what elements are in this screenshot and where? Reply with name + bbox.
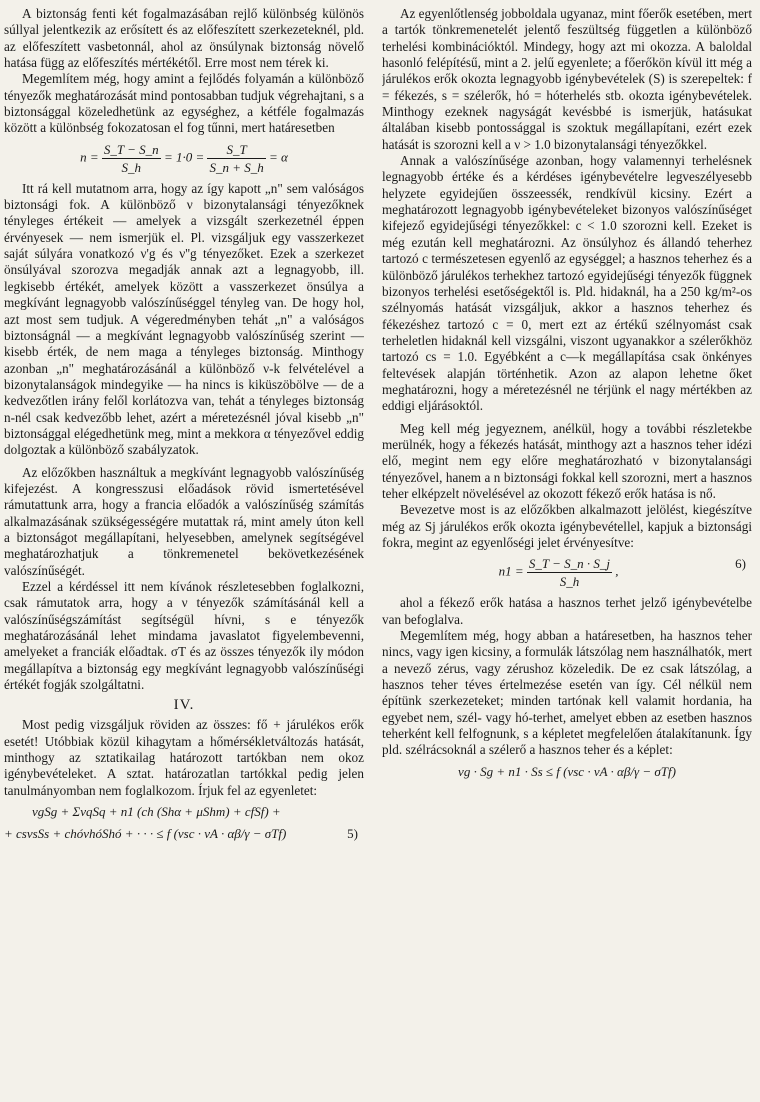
equation-7: νg · Sg + n1 · Ss ≤ f (νsc · νA · αβ/γ − σTf) — [458, 763, 676, 779]
paragraph: Megemlítem még, hogy abban a határesetben, ha hasznos teher nincs, vagy igen kicsiny, a formulák látszólag nem használhatók, mert a nevező zérus, vagy zérushoz közeledik. De ez csak látszólag, a hasznos teher téves értelmezése esetén van így. Cél nélkül nem építünk szerkezeteket; minden tartónak kell valamit hordania, ha egyebet nem, szél- vagy hó-terhet, amelyet ebben az esetben hasznos teherként kell felfognunk, s a képletet megfelelően átalakítanunk. Így pld. szélrácsoknál a szélerő a hasznos teher és a képlet: — [382, 628, 752, 758]
paragraph: Az egyenlőtlenség jobboldala ugyanaz, mint főerők esetében, mert a tartók tönkremenetelét jelentő feszültség független a különböző terhelési kombinációktól. Mindegy, hogy azt mi okozza. A baloldal hasonló felépítésű, mint a 2. jelű egyenlete; a főerőkön kívül itt még a járulékos erők okozta legnagyobb igénybevételek (S) is szerepeltek: f = fékezés, s = szélerők, hó = hóterhelés stb. okozta igénybevételek. Minthogy ezeknek nagyságát kevésbbé is ismerjük, hatásukat általában kisebb pontossággal is szoktuk megállapítani, ezért ezek hatását is szorozni kell a ν > 1.0 bizonytalansági tényezőkkel. — [382, 6, 752, 152]
fraction: $\frac{S\_T - S\_n}{S\_h}$ — [103, 141, 159, 175]
paragraph: Most pedig vizsgáljuk röviden az összes: fő + járulékos erők esetét! Utóbbiak közül kihagytam a hőmérsékletváltozás hatását, minthogy az sztatikailag határozott tartókban nem okoz igénybevételeket. A sztat. határozatlan tartókkal pedig jelen tanulmányomban nem foglalkozom. Írjuk fel az egyenletet: — [4, 717, 364, 798]
left-column — [4, 6, 364, 1098]
paragraph: Meg kell még jegyeznem, anélkül, hogy a további részletekbe merülnék, hogy a fékezés hatását, minthogy azt a hasznos teher idézi elő, megint nem egy előre meghatározható ν bizonytalansági tényezővel, hanem a n biztonsági fokkal kell szorozni, mert a hasznos teher elképzelt növelésével az okozott fékező erők hatása is nő. — [382, 420, 752, 501]
equation-number: 6) — [735, 556, 746, 572]
equation-5-line1: νgSg + ΣνqSq + n1 (ch (Shα + μShm) + cfSf) + — [32, 804, 281, 820]
equation-n-limit: n = $\frac{S\_T - S\_n}{S\_h}$ = 1·0 = $\frac{S\_T}{S\_n + S\_h}$ = α — [80, 141, 288, 175]
section-heading: IV. — [173, 697, 195, 714]
paragraph: Bevezetve most is az előzőkben alkalmazott jelölést, kiegészítve még az Sj járulékos erők okozta igénybevétellel, kapjuk a biztonsági fokra, megint az egyenlőségi jelet érvényesítve: — [382, 502, 752, 550]
equation-6: n1 = $\frac{S\_T - S\_n \cdot S\_j}{S\_h}$ , 6) — [382, 555, 752, 590]
right-column — [382, 6, 752, 1098]
paragraph: Az előzőkben használtuk a megkívánt legnagyobb valószínűség kifejezést. A kongresszusi előadások rövid ismertetésével rámutattunk arra, hogy a francia előadók a valószínűség számítás alkalmazásának szükségességére mutattak rá, mint amely úton kell a biztonságot megállapítani, helyesebben, amelynek segítségével meghatározhatjuk a tönkremenetel bekövetkezésének valószínűségét. — [4, 464, 364, 578]
equation-number: 5) — [347, 826, 358, 842]
equation-5-line2: + csνsSs + chóνhóShó + · · · ≤ f (νsc · νA · αβ/γ − σTf) 5) — [4, 825, 364, 842]
paragraph: A biztonság fenti két fogalmazásában rejlő különbség különös súllyal jelentkezik az erősített és az előfeszített szerkezeteknél, pld. az előfeszített vasbetonnál, ahol az önsúlynak biztonság növelő hatása függ az előfeszítés mértékétől. Erre most nem térek ki. — [4, 6, 364, 71]
fraction: $\frac{S\_T - S\_n \cdot S\_j}{S\_h}$ — [528, 556, 611, 590]
paragraph: Annak a valószínűsége azonban, hogy valamennyi terhelésnek legnagyobb értéke és a kérdéses igénybevételre legveszélyesebb helyzete egyidejűen összeessék, rendkívül kicsiny. Ezért a meghatározott legnagyobb igénybevételeket bizonyos valószínűséget kifejező egyidejűségi tényezőkkel: c < 1.0 szorozni kell. Ezeket is még ezután kell meghatározni. Az önsúlyhoz és állandó teherhez tartozó c természetesen egyenlő az egységgel; a hasznos teherhez és a különböző járulékos terhekhez tartozó egyidejűségi tényezők függnek bizonyos terhelési esetőségektől is. Pld. hidaknál, ha a 250 kg/m²-os szélnyomás hatását vizsgáljuk, akkor a hasznos teherhez és fékezéshez tartozó c = 0, mert ezt az értékű szélnyomást csak terheletlen hidaknál kell vizsgálni, viszont ugyanakkor a szélerőkhöz tartozó cs = 1.0. Egyébként a c—k megállapítása csak önkényes feltevések alapján történhetik. Azon az alapon lehetne őket meghatározni, hogy a méretezésnél ne térjünk el nagy mértékben az eddigi eljárásoktól. — [382, 153, 752, 414]
fraction: $\frac{S\_T}{S\_n + S\_h}$ — [209, 141, 264, 175]
paragraph: Itt rá kell mutatnom arra, hogy az így kapott „n" sem valóságos biztonsági fok. A különböző ν bizonytalansági tényezőknek tényleges értékeit — amelyek a vizsgált szerkezetnél éppen érvényesek — nem ismerjük el. Pl. vizsgáljuk egy vasszerkezet saját súlyára vonatkozó ν'g és ν''g tényezőket. Ezek a szerkezet önsúlyával szorozva megadják annak azt a legnagyobb, ill. legkisebb értékét, amelyek között a vasszerkezet önsúlya a megkívánt legnagyobb valószínűséggel tényleg van. De hogy hol, azt most sem tudjuk. A végeredményben tehát „n" a valóságos biztonságnál — a megkívánt legnagyobb valószínűség szerint — kisebb érték, de nem maga a tényleges biztonság. Minthogy azonban „n" meghatározásánál a különböző ν-k felvételével a bizonytalanságok mindegyike — ha nincs is kiküszöbölve — de a kedvezőtlen irány felől korlátozva van, tehát a tényleges biztonság n-nél csak kedvezőbb lehet, azért a méretezésnél jóval kisebb „n" biztonsággal elégedhetünk meg, mint a mekkora α tényezővel eddig dolgoztak a különböző szabályzatok. — [4, 180, 364, 458]
paragraph: Megemlítem még, hogy amint a fejlődés folyamán a különböző tényezők meghatározását mind pontosabban tudjuk végrehajtani, s a biztonsággal közeledhetünk az egységhez, a kétféle fogalmazás között a különbség fokozatosan el fog tűnni, mert határesetben — [4, 71, 364, 136]
paragraph: Ezzel a kérdéssel itt nem kívánok részletesebben foglalkozni, csak rámutatok arra, hogy a ν tényezők számításánál kell a valószínűségszámítást segítségül hívni, s e tényezők meghatározásánál lehet mindama javaslatot figyelembevenni, amelyeket a franciák előadtak. σT és az összes tényezők ily módon megállapítva a biztonság egy megkívánt legnagyobb valószínűségi értékét fogják szolgáltatni. — [4, 579, 364, 693]
paragraph: ahol a fékező erők hatása a hasznos terhet jelző igénybevételbe van befoglalva. — [382, 595, 752, 627]
